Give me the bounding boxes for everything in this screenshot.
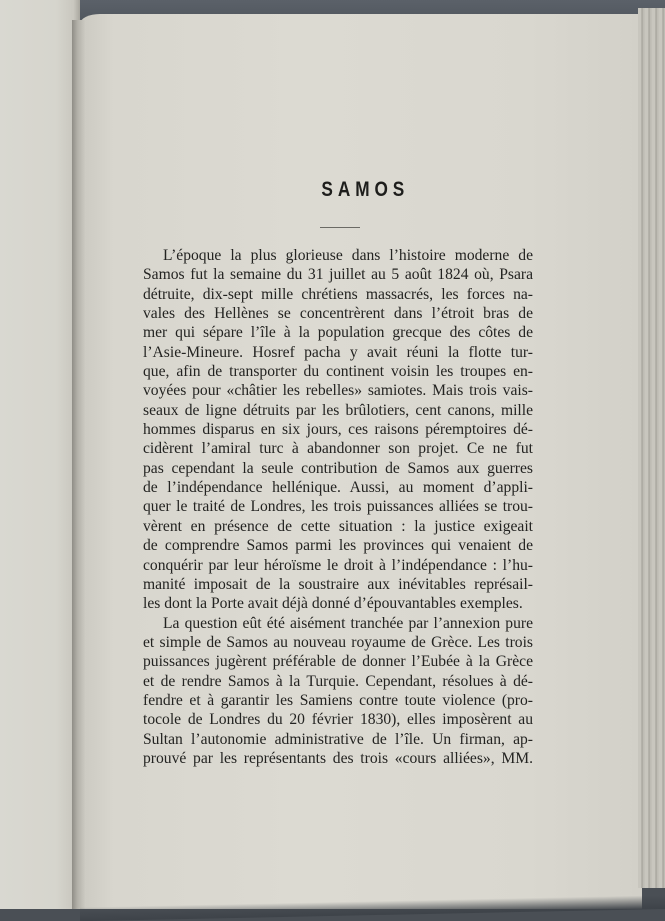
text-line: mer qui sépare l’île à la population grecque des côtes de [143,324,533,342]
page-edges [638,8,665,888]
text-line: de l’indépendance hellénique. Aussi, au moment d’appli- [143,479,533,497]
text-line: vèrent en présence de cette situation : la justice exigeait [143,517,533,535]
text-line: de comprendre Samos parmi les provinces qui venaient de [143,537,533,555]
text-line: tocole de Londres du 20 février 1830), elles imposèrent au [143,711,533,729]
text-line: manité imposait de la soustraire aux inévitables représail- [143,575,533,593]
text-line: les dont la Porte avait déjà donné d’épouvantables exemples. [143,595,523,613]
text-line: La question eût été aisément tranchée par l’annexion pure [163,614,533,632]
text-line: prouvé par les représentants des trois «cours alliées», MM. [143,749,533,767]
text-line: seaux de ligne détruits par les brûlotiers, cent canons, mille [143,401,533,419]
text-line: puissances jugèrent préférable de donner l’Eubée à la Grèce [143,653,533,671]
chapter-title: SAMOS [321,178,410,201]
text-line: conquérir par leur héroïsme le droit à l’indépendance : l’hu- [143,556,533,574]
title-divider [320,227,360,228]
text-line: pas cependant la seule contribution de Samos aux guerres [143,459,533,477]
text-line: Samos fut la semaine du 31 juillet au 5 août 1824 où, Psara [143,266,533,284]
text-line: quer le traité de Londres, les trois puissances alliées se trou- [143,498,533,516]
text-line: et de rendre Samos à la Turquie. Cependant, résolues à dé- [143,672,533,690]
text-line: fendre et à garantir les Samiens contre toute violence (pro- [143,691,533,709]
text-line: voyées pour «châtier les rebelles» samiotes. Mais trois vais- [143,382,533,400]
text-line: Sultan l’autonomie administrative de l’île. Un firman, ap- [143,730,533,748]
book-gutter [72,20,86,909]
text-line: détruite, dix-sept mille chrétiens massacrés, les forces na- [143,285,533,303]
text-line: et simple de Samos au nouveau royaume de Grèce. Les trois [143,633,533,651]
text-line: vales des Hellènes se concentrèrent dans l’étroit bras de [143,305,533,323]
left-page [0,0,80,909]
text-line: L’époque la plus glorieuse dans l’histoire moderne de [163,247,533,264]
text-line: hommes disparus en six jours, ces raisons péremptoires dé- [143,421,533,439]
body-text [143,246,533,768]
text-line: l’Asie-Mineure. Hosref pacha y avait réuni la flotte tur- [143,343,533,361]
text-line: que, afin de transporter du continent voisin les troupes en- [143,363,533,381]
text-line: cidèrent l’amiral turc à abandonner son projet. Ce ne fut [143,440,533,458]
